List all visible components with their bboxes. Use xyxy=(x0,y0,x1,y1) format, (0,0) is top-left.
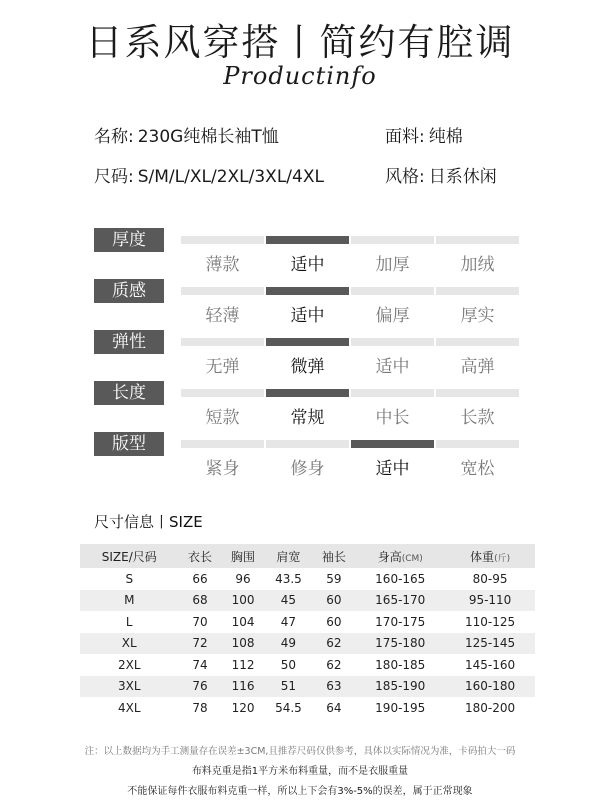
size-table xyxy=(80,544,535,719)
table-cell: 78 xyxy=(192,700,208,715)
attribute-option: 加厚 xyxy=(375,255,410,275)
table-cell: 64 xyxy=(326,700,342,715)
attribute-bar xyxy=(181,389,264,397)
table-cell: 190-195 xyxy=(375,700,426,715)
table-cell: 3XL xyxy=(80,676,179,698)
attribute-bar xyxy=(436,338,519,346)
table-cell: L xyxy=(125,614,133,629)
size-table-header xyxy=(80,544,535,568)
attribute-option: 长款 xyxy=(460,408,495,428)
tolerance-note: 不能保证每件衣服布料克重一样，所以上下会有3%-5%的误差，属于正常现象 xyxy=(127,786,473,797)
table-cell: XL xyxy=(80,633,179,655)
header-cell-height xyxy=(355,544,445,568)
product-name-value: 230G纯棉长袖T恤 xyxy=(137,127,279,147)
attribute-option: 加绒 xyxy=(460,255,495,275)
product-name xyxy=(94,122,279,147)
table-cell: 72 xyxy=(179,633,222,655)
product-style-value: 日系休闲 xyxy=(428,167,497,187)
attribute-bar xyxy=(266,440,349,448)
product-style-label: 风格: xyxy=(385,167,425,187)
table-cell: 180-185 xyxy=(375,657,426,672)
header-cell: 袖长 xyxy=(312,544,355,568)
attribute-label: 弹性 xyxy=(94,330,164,354)
attribute-bar xyxy=(181,236,264,244)
attribute-bar xyxy=(266,287,349,295)
product-sizes-label: 尺码: xyxy=(94,167,134,187)
header-height-unit: (CM) xyxy=(401,553,423,564)
attribute-option: 偏厚 xyxy=(375,306,410,326)
table-cell: 74 xyxy=(192,657,208,672)
table-cell: 104 xyxy=(231,614,255,629)
attribute-bar xyxy=(181,287,264,295)
attribute-option: 适中 xyxy=(375,357,410,377)
table-cell: 160-165 xyxy=(375,571,426,586)
attribute-label: 厚度 xyxy=(94,228,164,252)
table-cell: 80-95 xyxy=(472,571,508,586)
table-cell: 96 xyxy=(235,571,251,586)
table-cell: 62 xyxy=(312,633,355,655)
attribute-bar xyxy=(266,338,349,346)
header-weight-unit: (斤) xyxy=(494,553,511,564)
fabric-weight-note: 布料克重是指1平方米布料重量，而不是衣服重量 xyxy=(191,766,409,777)
attribute-bar xyxy=(436,236,519,244)
table-cell: 60 xyxy=(326,614,342,629)
table-cell: 50 xyxy=(280,657,297,672)
attribute-bar xyxy=(351,236,434,244)
table-cell: 165-170 xyxy=(355,590,445,612)
table-cell: 120 xyxy=(231,700,255,715)
attribute-option: 宽松 xyxy=(460,459,495,479)
attribute-option: 薄款 xyxy=(205,255,240,275)
attribute-option: 高弹 xyxy=(460,357,495,377)
table-row xyxy=(80,676,535,698)
attribute-bar xyxy=(351,389,434,397)
page-subtitle: Productinfo xyxy=(223,62,377,90)
attribute-option: 适中 xyxy=(290,306,325,326)
table-cell: 66 xyxy=(192,571,208,586)
table-cell: 116 xyxy=(222,676,265,698)
table-cell: 2XL xyxy=(117,657,141,672)
product-style xyxy=(385,162,497,187)
product-name-label: 名称: xyxy=(94,127,134,147)
table-cell: 4XL xyxy=(117,700,141,715)
measurement-note: 注：以上数据均为手工测量存在误差±3CM,且推荐尺码仅供参考，具体以实际情况为准，卡码拍大一码 xyxy=(84,746,516,757)
attribute-label: 质感 xyxy=(94,279,164,303)
attribute-label: 版型 xyxy=(94,432,164,456)
attribute-option: 适中 xyxy=(375,459,410,479)
header-cell: 肩宽 xyxy=(265,544,313,568)
attribute-option: 微弹 xyxy=(290,357,325,377)
table-cell: 43.5 xyxy=(275,571,302,586)
product-fabric-value: 纯棉 xyxy=(428,127,463,147)
attribute-option: 短款 xyxy=(205,408,240,428)
attribute-option: 无弹 xyxy=(205,357,240,377)
table-cell: 49 xyxy=(265,633,313,655)
attribute-option: 厚实 xyxy=(460,306,495,326)
table-row xyxy=(80,611,535,633)
table-cell: 112 xyxy=(231,657,255,672)
attribute-option: 中长 xyxy=(375,408,410,428)
product-sizes xyxy=(94,162,324,187)
table-row xyxy=(80,697,535,719)
table-row xyxy=(80,654,535,676)
table-cell: 170-175 xyxy=(375,614,426,629)
table-row xyxy=(80,568,535,590)
size-section-title: 尺寸信息丨SIZE xyxy=(94,513,203,531)
table-cell: 62 xyxy=(326,657,342,672)
attribute-bar xyxy=(351,440,434,448)
table-cell: 68 xyxy=(179,590,222,612)
attribute-label: 长度 xyxy=(94,381,164,405)
attribute-option: 轻薄 xyxy=(205,306,240,326)
table-cell: 125-145 xyxy=(445,633,535,655)
table-row xyxy=(80,590,535,612)
attribute-bar xyxy=(181,338,264,346)
table-cell: S xyxy=(125,571,134,586)
attribute-option: 适中 xyxy=(290,255,325,275)
table-cell: 47 xyxy=(280,614,297,629)
table-cell: 180-200 xyxy=(465,700,516,715)
table-cell: 51 xyxy=(265,676,313,698)
table-cell: 110-125 xyxy=(465,614,516,629)
product-fabric xyxy=(385,122,463,147)
attribute-bar xyxy=(266,236,349,244)
attribute-option: 修身 xyxy=(290,459,325,479)
attribute-option: 紧身 xyxy=(205,459,240,479)
table-cell: 175-180 xyxy=(355,633,445,655)
product-fabric-label: 面料: xyxy=(385,127,425,147)
table-cell: 70 xyxy=(192,614,208,629)
header-height-label: 身高 xyxy=(377,549,402,564)
table-cell: 76 xyxy=(179,676,222,698)
attribute-bar xyxy=(351,338,434,346)
header-cell: SIZE/尺码 xyxy=(80,544,179,568)
product-sizes-value: S/M/L/XL/2XL/3XL/4XL xyxy=(137,167,324,187)
attribute-option: 常规 xyxy=(290,408,325,428)
table-cell: 59 xyxy=(326,571,342,586)
attribute-bar xyxy=(436,440,519,448)
page-title: 日系风穿搭丨简约有腔调 xyxy=(85,21,515,64)
attribute-bar xyxy=(436,287,519,295)
table-cell: 45 xyxy=(265,590,313,612)
table-cell: 95-110 xyxy=(445,590,535,612)
header-weight-label: 体重 xyxy=(470,549,495,564)
table-row xyxy=(80,633,535,655)
attribute-bar xyxy=(266,389,349,397)
table-cell: 100 xyxy=(222,590,265,612)
attribute-bar xyxy=(436,389,519,397)
table-cell: 108 xyxy=(222,633,265,655)
header-cell-weight xyxy=(445,544,535,568)
table-cell: 54.5 xyxy=(275,700,302,715)
table-cell: 145-160 xyxy=(465,657,516,672)
header-cell: 衣长 xyxy=(179,544,222,568)
table-cell: 185-190 xyxy=(355,676,445,698)
table-cell: 60 xyxy=(312,590,355,612)
attribute-bar xyxy=(351,287,434,295)
attribute-bar xyxy=(181,440,264,448)
table-cell: M xyxy=(80,590,179,612)
table-cell: 160-180 xyxy=(445,676,535,698)
table-cell: 63 xyxy=(312,676,355,698)
header-cell: 胸围 xyxy=(222,544,265,568)
